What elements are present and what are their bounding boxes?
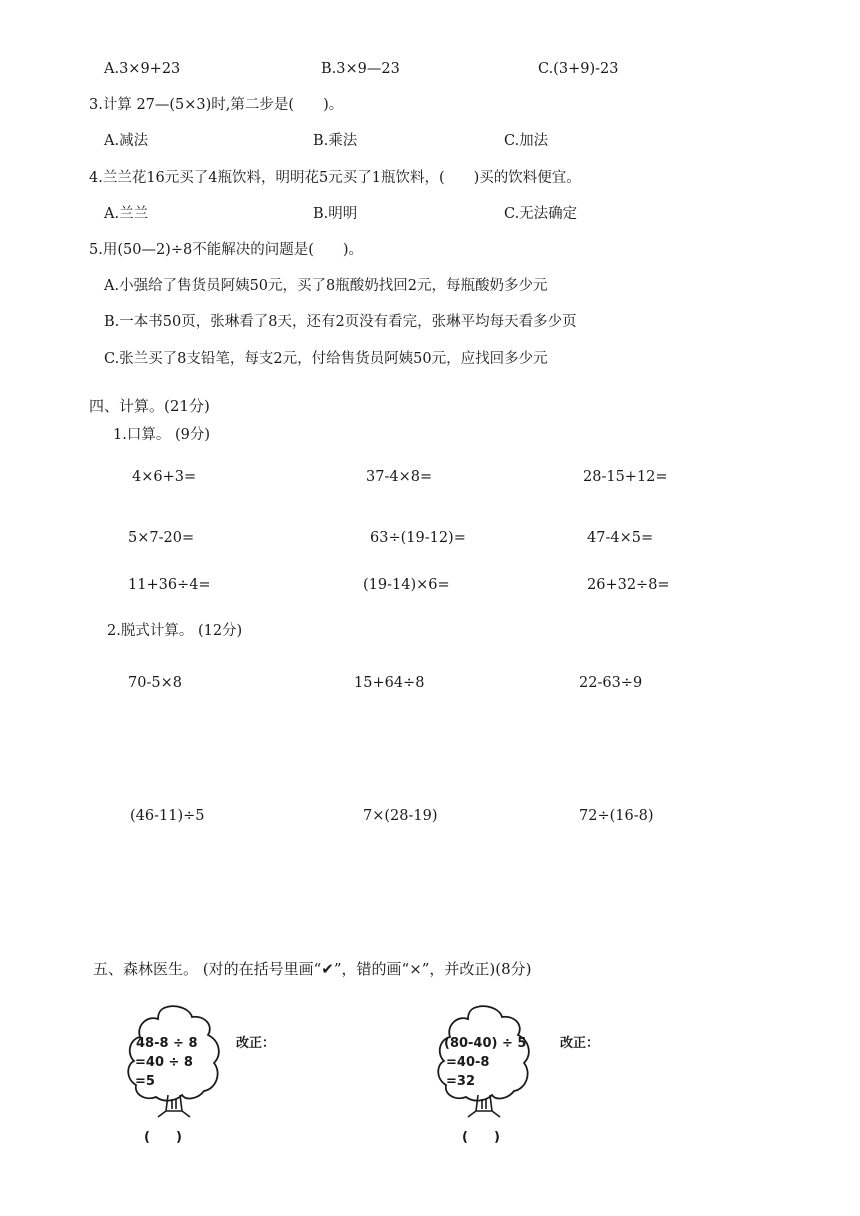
q2-option-c: C.(3+9)-23 (538, 61, 619, 77)
oral-item: 37-4×8= (366, 469, 433, 485)
oral-item: 4×6+3= (132, 469, 197, 485)
oral-item: 26+32÷8= (587, 577, 670, 593)
written-item: 72÷(16-8) (579, 808, 654, 824)
q5-option-c: C.张兰买了8支铅笔，每支2元，付给售货员阿姨50元，应找回多少元 (104, 351, 548, 367)
oral-item: 28-15+12= (583, 469, 668, 485)
tree-step: =40-8 (446, 1055, 490, 1070)
oral-item: 5×7-20= (128, 530, 195, 546)
oral-item: 47-4×5= (587, 530, 654, 546)
oral-item: (19-14)×6= (363, 577, 450, 593)
tree-step: (80-40) ÷ 5 (444, 1036, 527, 1051)
tree-step: 48-8 ÷ 8 (136, 1036, 198, 1051)
q4-stem: 4.兰兰花16元买了4瓶饮料，明明花5元买了1瓶饮料，( )买的饮料便宜。 (89, 170, 581, 186)
correction-label: 改正： (236, 1036, 276, 1051)
correction-label: 改正： (560, 1036, 600, 1051)
q5-option-b: B.一本书50页，张琳看了8天，还有2页没有看完，张琳平均每天看多少页 (104, 314, 577, 330)
oral-item: 11+36÷4= (128, 577, 211, 593)
section4-title: 四、计算。(21分) (89, 397, 210, 415)
written-item: (46-11)÷5 (130, 808, 205, 824)
q4-option-a: A.兰兰 (104, 206, 149, 222)
section5-title: 五、森林医生。 (对的在括号里画“✔”，错的画“×”，并改正)(8分) (93, 960, 532, 978)
answer-paren[interactable]: ( ) (462, 1130, 500, 1145)
tree-step: =32 (446, 1074, 475, 1089)
q3-option-a: A.减法 (104, 133, 149, 149)
written-calc-title: 2.脱式计算。 (12分) (107, 623, 243, 639)
q4-option-c: C.无法确定 (504, 206, 578, 222)
q5-stem: 5.用(50—2)÷8不能解决的问题是( )。 (89, 242, 364, 258)
written-item: 70-5×8 (128, 675, 182, 691)
q3-option-b: B.乘法 (313, 133, 358, 149)
q5-option-a: A.小强给了售货员阿姨50元，买了8瓶酸奶找回2元，每瓶酸奶多少元 (104, 278, 548, 294)
q3-option-c: C.加法 (504, 133, 549, 149)
q2-option-a: A.3×9+23 (104, 61, 181, 77)
written-item: 22-63÷9 (579, 675, 643, 691)
q3-stem: 3.计算 27—(5×3)时,第二步是( )。 (89, 97, 344, 113)
oral-calc-title: 1.口算。 (9分) (113, 427, 210, 443)
answer-paren[interactable]: ( ) (144, 1130, 182, 1145)
q4-option-b: B.明明 (313, 206, 358, 222)
written-item: 7×(28-19) (363, 808, 438, 824)
tree-step: =40 ÷ 8 (135, 1055, 193, 1070)
written-item: 15+64÷8 (354, 675, 425, 691)
tree-step: =5 (135, 1074, 155, 1089)
q2-option-b: B.3×9—23 (321, 61, 400, 77)
oral-item: 63÷(19-12)= (370, 530, 466, 546)
